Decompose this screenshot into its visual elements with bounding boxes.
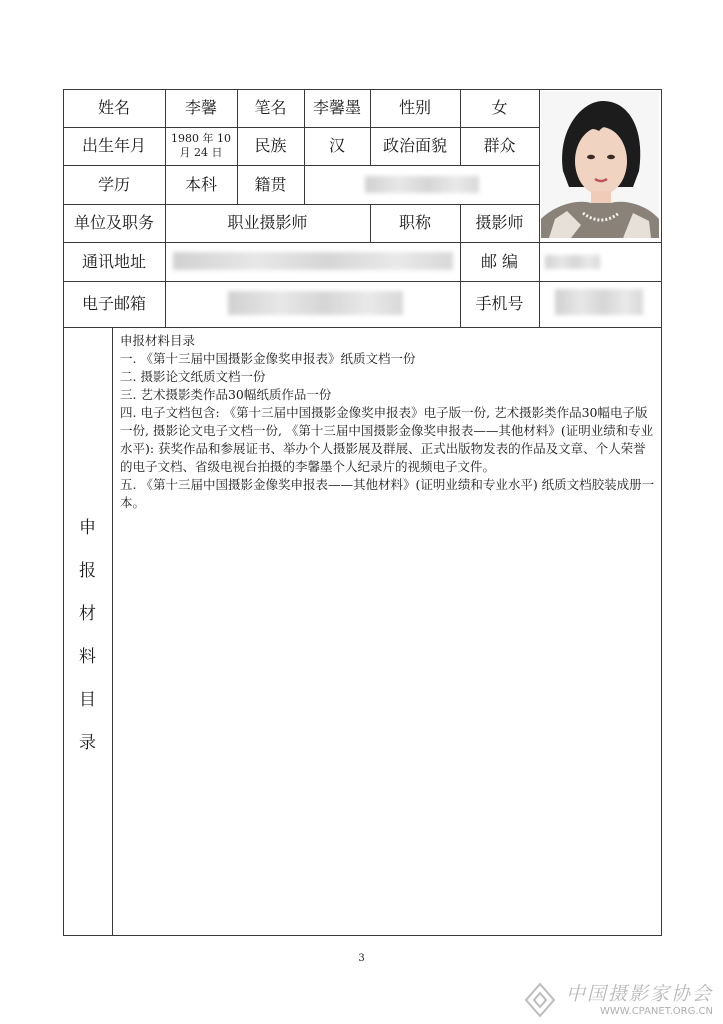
watermark-url: WWW.CPANET.ORG.CN (600, 1006, 714, 1017)
materials-heading: 申报材料目录 (120, 333, 196, 348)
email-label: 电子邮箱 (81, 294, 146, 314)
materials-list (120, 332, 658, 512)
postcode-label: 邮 编 (480, 251, 519, 271)
education-label: 学历 (97, 174, 130, 194)
side-title-char: 料 (79, 646, 96, 667)
materials-item: 五. 《第十三届中国摄影金像奖申报表——其他材料》(证明业绩和专业水平) 纸质文档胶装成册一本。 (120, 477, 655, 510)
table-border-right (661, 89, 662, 936)
side-title-char: 申 (79, 517, 96, 538)
side-title-char: 目 (79, 689, 96, 710)
ethnic-value: 汉 (328, 136, 345, 156)
application-form (63, 89, 662, 936)
pen-name-label: 笔名 (254, 98, 287, 118)
watermark-text: 中国摄影家协会 (566, 983, 714, 1005)
materials-item: 四. 电子文档包含: 《第十三届中国摄影金像奖申报表》电子版一份, 艺术摄影类作品30幅电子版一份, 摄影论文电子文档一份, 《第十三届中国摄影金像奖申报表——其他材料》(证明业绩和专业水平): 获奖作品和参展证书、举办个人摄影展及群展、正式出版物发表的作品及文章、个人荣誉的电子文档、省级电视台拍摄的李馨墨个人纪录片的视频电子文件。 (120, 405, 654, 474)
side-title-char: 材 (79, 603, 96, 624)
native-place-redacted (365, 176, 479, 193)
unit-label: 单位及职务 (73, 213, 154, 233)
unit-value: 职业摄影师 (227, 213, 308, 233)
birth-value-line1: 1980 年 10 (171, 132, 231, 146)
col-divider (112, 327, 113, 936)
side-title-char: 报 (79, 560, 96, 581)
education-value: 本科 (184, 174, 217, 194)
pen-name-value: 李馨墨 (312, 98, 361, 118)
address-redacted (173, 252, 453, 270)
birth-label: 出生年月 (81, 136, 146, 156)
professional-title-label: 职称 (398, 213, 431, 233)
name-label: 姓名 (97, 98, 130, 118)
side-title-char: 录 (79, 732, 96, 753)
professional-title-value: 摄影师 (475, 213, 524, 233)
row-divider (63, 327, 662, 328)
col-divider (165, 242, 166, 327)
birth-value-line2: 月 24 日 (179, 146, 223, 159)
phone-label: 手机号 (475, 294, 524, 314)
table-border-bottom (63, 935, 662, 936)
materials-item: 三. 艺术摄影类作品30幅纸质作品一份 (120, 387, 332, 402)
page-number: 3 (358, 953, 365, 964)
gender-label: 性别 (398, 98, 431, 118)
email-redacted (228, 291, 403, 315)
postcode-redacted (545, 255, 600, 269)
applicant-photo (541, 91, 659, 238)
native-place-label: 籍贯 (254, 174, 287, 194)
name-value: 李馨 (184, 98, 217, 118)
gender-value: 女 (491, 98, 508, 118)
materials-item: 二. 摄影论文纸质文档一份 (120, 369, 266, 384)
materials-item: 一. 《第十三届中国摄影金像奖申报表》纸质文档一份 (120, 351, 416, 366)
ethnic-label: 民族 (254, 136, 287, 156)
birth-value (165, 127, 237, 165)
phone-redacted (555, 289, 643, 315)
political-label: 政治面貌 (382, 136, 447, 156)
col-divider (539, 89, 540, 327)
materials-side-title (63, 329, 112, 936)
portrait-image (541, 91, 659, 238)
political-value: 群众 (483, 136, 516, 156)
address-label: 通讯地址 (81, 251, 146, 271)
